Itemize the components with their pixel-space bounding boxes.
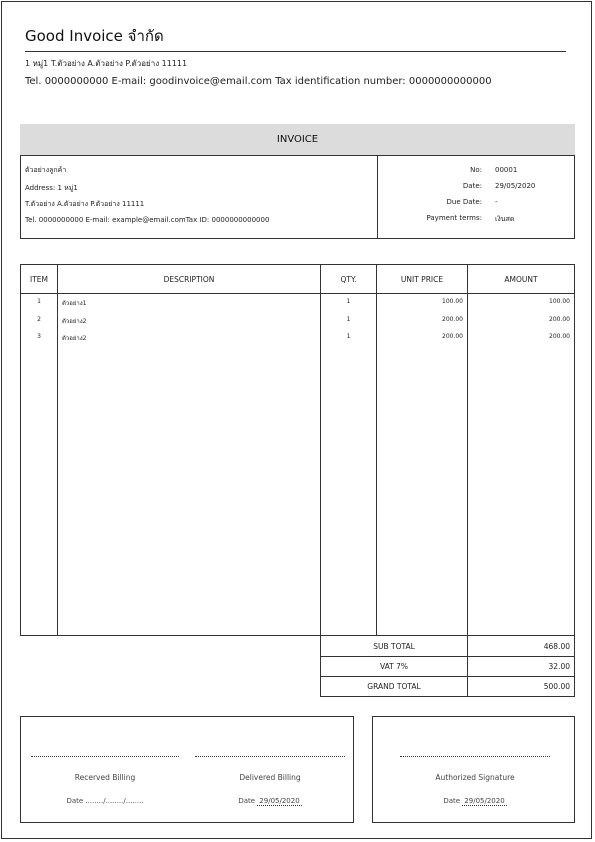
customer-contact: Tel. 0000000000 E-mail: example@email.comTax ID: 0000000000000: [25, 216, 270, 224]
received-date-value: ......../......../........: [85, 797, 144, 805]
invoice-no-value: 00001: [495, 166, 518, 174]
row-description: ตัวอย่าง2: [62, 318, 87, 325]
column-divider: [57, 265, 58, 635]
delivered-date-label: Date: [238, 797, 256, 805]
company-name: Good Invoice จำกัด: [25, 27, 164, 45]
delivered-billing-label: Delivered Billing: [239, 773, 301, 782]
vat-row: [321, 656, 574, 676]
row-description: ตัวอย่าง2: [62, 335, 87, 342]
header-qty: QTY.: [340, 274, 357, 284]
row-qty: 1: [346, 298, 351, 305]
row-item: 3: [37, 333, 41, 340]
authorized-signature-line: [400, 756, 550, 757]
subtotal-value: 468.00: [543, 641, 570, 651]
authorized-date-value: 29/05/2020: [464, 797, 505, 805]
subtotal-row: [321, 636, 574, 656]
due-date-value: -: [495, 198, 498, 206]
header-item: ITEM: [29, 274, 48, 284]
received-date: [31, 797, 179, 805]
customer-address-line1: Address: 1 หมู่1: [25, 184, 78, 192]
title-divider: [25, 51, 566, 52]
delivered-signature-line: [195, 756, 345, 757]
row-qty: 1: [346, 316, 351, 323]
row-unit-price: 200.00: [442, 333, 463, 340]
authorized-date: [400, 797, 550, 805]
company-contact: Tel. 0000000000 E-mail: goodinvoice@email.com Tax identification number: 0000000000000: [25, 76, 492, 87]
authorized-signature-label: Authorized Signature: [435, 773, 515, 782]
delivered-date: [195, 797, 345, 805]
vat-label: VAT 7%: [379, 661, 409, 671]
invoice-no-label: No:: [470, 166, 482, 174]
received-date-label: Date: [66, 797, 84, 805]
row-item: 2: [37, 316, 41, 323]
row-unit-price: 200.00: [442, 316, 463, 323]
row-item: 1: [37, 298, 41, 305]
billing-signature-box: [20, 716, 354, 823]
delivered-date-value: 29/05/2020: [259, 797, 300, 805]
header-amount: AMOUNT: [504, 274, 538, 284]
due-date-label: Due Date:: [446, 198, 482, 206]
header-unit-price: UNIT PRICE: [400, 274, 444, 284]
grand-total-label: GRAND TOTAL: [367, 681, 421, 691]
row-amount: 200.00: [549, 333, 570, 340]
subtotal-label: SUB TOTAL: [373, 641, 415, 651]
items-table: [20, 264, 575, 636]
row-amount: 100.00: [549, 298, 570, 305]
invoice-title: INVOICE: [20, 124, 575, 155]
payment-terms-label: Payment terms:: [426, 214, 482, 222]
row-unit-price: 100.00: [442, 298, 463, 305]
invoice-date-value: 29/05/2020: [495, 182, 536, 190]
customer-name: ตัวอย่างลูกค้า: [25, 166, 67, 174]
authorized-date-label: Date: [443, 797, 461, 805]
row-qty: 1: [346, 333, 351, 340]
authorized-signature-box: [372, 716, 575, 823]
info-divider: [377, 156, 378, 238]
company-address: 1 หมู่1 T.ตัวอย่าง A.ตัวอย่าง P.ตัวอย่าง 11111: [25, 59, 188, 68]
vat-value: 32.00: [548, 661, 570, 671]
received-signature-line: [31, 756, 179, 757]
invoice-date-label: Date:: [462, 182, 482, 190]
header-divider: [21, 293, 574, 294]
row-amount: 200.00: [549, 316, 570, 323]
received-billing-label: Recerved Billing: [74, 773, 136, 782]
row-description: ตัวอย่าง1: [62, 300, 87, 307]
payment-terms-value: เงินสด: [495, 215, 515, 223]
invoice-info-box: [20, 155, 575, 239]
header-description: DESCRIPTION: [163, 274, 215, 284]
grand-total-row: [321, 676, 574, 696]
customer-address-line2: T.ตัวอย่าง A.ตัวอย่าง P.ตัวอย่าง 11111: [25, 200, 145, 208]
grand-total-value: 500.00: [543, 681, 570, 691]
totals-box: [320, 636, 575, 697]
